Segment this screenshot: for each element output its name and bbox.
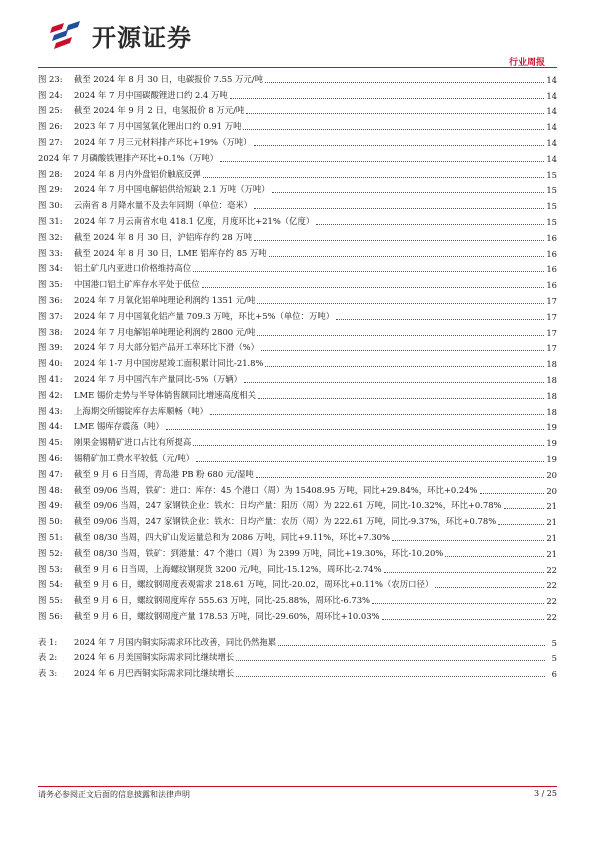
figure-entry[interactable] xyxy=(38,543,557,559)
figure-page-number: 15 xyxy=(546,185,557,196)
dot-leader xyxy=(272,192,545,193)
figure-entry[interactable] xyxy=(38,353,557,369)
figure-entry[interactable] xyxy=(38,227,557,243)
figure-page-number: 18 xyxy=(546,359,557,370)
figure-label: 图 50: xyxy=(38,516,63,527)
dot-leader xyxy=(265,366,544,367)
figure-title: 2024 年 7 月磷酸铁锂排产环比+0.1%（万吨） xyxy=(38,152,219,163)
figure-title: 上海期交所锡锭库存去库顺畅（吨） xyxy=(74,405,208,416)
table-entry[interactable] xyxy=(38,663,557,679)
figure-label: 图 52: xyxy=(38,547,63,558)
table-page-number: 6 xyxy=(551,669,557,680)
dot-leader xyxy=(230,98,545,99)
figure-page-number: 21 xyxy=(546,517,557,528)
figure-title: 2024 年 7 月中国汽车产量同比-5%（万辆） xyxy=(74,373,242,384)
figure-page-number: 16 xyxy=(546,264,557,275)
figure-page-number: 20 xyxy=(546,485,557,496)
figure-label: 图 28: xyxy=(38,168,63,179)
dot-leader xyxy=(254,240,544,241)
figure-entry[interactable] xyxy=(38,385,557,401)
brand-mark-icon xyxy=(50,21,86,51)
figure-page-number: 21 xyxy=(546,548,557,559)
figure-page-number: 16 xyxy=(546,280,557,291)
dot-leader xyxy=(372,603,544,604)
figure-label: 图 55: xyxy=(38,595,63,606)
figure-entry[interactable] xyxy=(38,448,557,464)
dot-leader xyxy=(382,619,545,620)
figure-title: 截至 9 月 6 日当周，青岛港 PB 粉 680 元/湿吨 xyxy=(74,468,254,479)
figure-entry[interactable] xyxy=(38,606,557,622)
dot-leader xyxy=(445,556,544,557)
footer-divider xyxy=(38,786,557,787)
figure-title: 2024 年 7 月电解铝单吨理论利润约 2800 元/吨 xyxy=(74,326,256,337)
figure-label: 图 30: xyxy=(38,200,63,211)
page-header xyxy=(0,0,595,66)
figure-entry[interactable] xyxy=(38,590,557,606)
figure-label: 图 54: xyxy=(38,579,63,590)
figure-label: 图 26: xyxy=(38,121,63,132)
figure-page-number: 20 xyxy=(546,469,557,480)
dot-leader xyxy=(261,350,544,351)
figure-title: 2024 年 7 月中国电解铝供给短缺 2.1 万吨（万吨） xyxy=(74,184,270,195)
figure-label: 图 36: xyxy=(38,294,63,305)
figure-entry[interactable] xyxy=(38,306,557,322)
brand-name: 开源证券 xyxy=(92,24,192,52)
figure-title: 截至 08/30 当周，铁矿：到港量：47 个港口（周）为 2399 万吨，同比+19.30%，环比-10.20% xyxy=(74,547,444,558)
figure-entry[interactable] xyxy=(38,101,557,117)
figure-entry[interactable] xyxy=(38,464,557,480)
figure-entry[interactable] xyxy=(38,559,557,575)
figure-title: 2024 年 7 月中国氧化铝产量 709.3 万吨，环比+5%（单位：万吨） xyxy=(74,310,335,321)
figure-title: 铝土矿几内亚进口价格维持高位 xyxy=(74,263,192,274)
table-entry[interactable] xyxy=(38,632,557,648)
dot-leader xyxy=(257,303,544,304)
figure-page-number: 22 xyxy=(546,580,557,591)
figure-page-number: 14 xyxy=(546,153,557,164)
figure-title: 截至 9 月 6 日，螺纹钢周度表观需求 218.61 万吨，同比-20.02，周环比+0.11%（农历口径） xyxy=(74,579,434,590)
figure-title: 截至 9 月 6 日当周，上海螺纹钢现货 3200 元/吨，同比-15.12%，周环比-2.74% xyxy=(74,563,382,574)
figure-entry[interactable] xyxy=(38,116,557,132)
dot-leader xyxy=(236,676,545,677)
figure-entry[interactable] xyxy=(38,338,557,354)
figure-entry[interactable] xyxy=(38,511,557,527)
figure-label: 图 48: xyxy=(38,484,63,495)
disclaimer-text: 请务必参阅正文后面的信息披露和法律声明 xyxy=(38,790,190,799)
dot-leader xyxy=(236,660,545,661)
dot-leader xyxy=(210,414,544,415)
figure-title: 2024 年 7 月大部分铝产品开工率环比下滑（%） xyxy=(74,342,259,353)
figure-label: 图 32: xyxy=(38,231,63,242)
figure-page-number: 22 xyxy=(546,564,557,575)
dot-leader xyxy=(254,208,544,209)
dot-leader xyxy=(278,645,545,646)
figure-label: 图 43: xyxy=(38,405,63,416)
figure-title: 2024 年 1-7 月中国房屋竣工面积累计同比-21.8% xyxy=(74,358,264,369)
header-divider xyxy=(38,67,557,68)
figure-label: 图 53: xyxy=(38,563,63,574)
table-label: 表 3: xyxy=(38,668,58,679)
figure-title: 2024 年 7 月三元材料排产环比+19%（万吨） xyxy=(74,136,252,147)
figure-entry[interactable] xyxy=(38,132,557,148)
dot-leader xyxy=(203,177,545,178)
dot-leader xyxy=(256,477,545,478)
figure-page-number: 16 xyxy=(546,248,557,259)
table-label: 表 1: xyxy=(38,636,58,647)
dot-leader xyxy=(202,287,545,288)
figure-entry[interactable] xyxy=(38,401,557,417)
figure-page-number: 14 xyxy=(546,90,557,101)
table-list xyxy=(38,632,557,679)
page-footer xyxy=(38,789,557,800)
figure-page-number: 19 xyxy=(546,453,557,464)
figure-table-index xyxy=(38,69,557,679)
figure-title: 截至 2024 年 8 月 30 日，电碳报价 7.55 万元/吨 xyxy=(74,73,263,84)
figure-title: 截至 08/30 当周，四大矿山发运量总和为 2086 万吨，同比+9.11%，环比+7.30% xyxy=(74,531,390,542)
figure-page-number: 21 xyxy=(546,532,557,543)
figure-label: 图 41: xyxy=(38,373,63,384)
dot-leader xyxy=(254,145,545,146)
figure-entry[interactable] xyxy=(38,69,557,85)
dot-leader xyxy=(498,524,544,525)
figure-entry[interactable] xyxy=(38,148,557,164)
dot-leader xyxy=(244,382,544,383)
figure-entry[interactable] xyxy=(38,575,557,591)
figure-entry[interactable] xyxy=(38,195,557,211)
list-spacer xyxy=(38,622,557,632)
figure-label: 图 33: xyxy=(38,247,63,258)
dot-leader xyxy=(257,335,544,336)
dot-leader xyxy=(392,540,544,541)
figure-label: 图 27: xyxy=(38,136,63,147)
dot-leader xyxy=(196,461,544,462)
figure-page-number: 17 xyxy=(546,343,557,354)
figure-page-number: 22 xyxy=(546,596,557,607)
figure-title: 刚果金锡精矿进口占比有所提高 xyxy=(74,437,192,448)
figure-entry[interactable] xyxy=(38,243,557,259)
figure-page-number: 14 xyxy=(546,137,557,148)
figure-label: 图 44: xyxy=(38,421,63,432)
figure-page-number: 17 xyxy=(546,311,557,322)
dot-leader xyxy=(166,429,544,430)
dot-leader xyxy=(504,508,545,509)
dot-leader xyxy=(193,271,544,272)
figure-title: LME 锡库存震荡（吨） xyxy=(74,421,164,432)
figure-label: 图 29: xyxy=(38,184,63,195)
figure-label: 图 37: xyxy=(38,310,63,321)
figure-label: 图 39: xyxy=(38,342,63,353)
figure-title: 截至 09/06 当周，247 家钢铁企业：铁水：日均产量：阳历（周）为 222.61 万吨，同比-10.32%，环比+0.78% xyxy=(74,500,502,511)
figure-title: 中国港口铝土矿库存水平处于低位 xyxy=(74,279,200,290)
figure-entry[interactable] xyxy=(38,211,557,227)
figure-label: 图 35: xyxy=(38,279,63,290)
figure-label: 图 47: xyxy=(38,468,63,479)
figure-label: 图 56: xyxy=(38,610,63,621)
figure-entry[interactable] xyxy=(38,290,557,306)
figure-title: 截至 9 月 6 日，螺纹钢周度产量 178.53 万吨，同比-29.60%，周环比+10.03% xyxy=(74,610,380,621)
figure-label: 图 24: xyxy=(38,89,63,100)
figure-list xyxy=(38,69,557,622)
figure-title: LME 锡价走势与半导体销售额同比增速高度相关 xyxy=(74,389,257,400)
figure-entry[interactable] xyxy=(38,322,557,338)
figure-entry[interactable] xyxy=(38,417,557,433)
dot-leader xyxy=(480,493,545,494)
figure-label: 图 40: xyxy=(38,358,63,369)
dot-leader xyxy=(336,319,544,320)
figure-label: 图 31: xyxy=(38,215,63,226)
dot-leader xyxy=(384,572,545,573)
dot-leader xyxy=(316,224,544,225)
figure-label: 图 34: xyxy=(38,263,63,274)
figure-page-number: 17 xyxy=(546,295,557,306)
table-label: 表 2: xyxy=(38,652,58,663)
figure-title: 2024 年 7 月氧化铝单吨理论利润约 1351 元/吨 xyxy=(74,294,256,305)
dot-leader xyxy=(193,445,544,446)
figure-page-number: 22 xyxy=(546,611,557,622)
figure-label: 图 23: xyxy=(38,73,63,84)
figure-entry[interactable] xyxy=(38,180,557,196)
figure-page-number: 15 xyxy=(546,216,557,227)
figure-page-number: 14 xyxy=(546,122,557,133)
figure-page-number: 14 xyxy=(546,74,557,85)
figure-label: 图 51: xyxy=(38,531,63,542)
figure-label: 图 49: xyxy=(38,500,63,511)
figure-entry[interactable] xyxy=(38,85,557,101)
table-entry[interactable] xyxy=(38,648,557,664)
figure-title: 截至 2024 年 9 月 2 日，电氢报价 8 万元/吨 xyxy=(74,105,245,116)
dot-leader xyxy=(265,82,544,83)
figure-page-number: 15 xyxy=(546,169,557,180)
table-page-number: 5 xyxy=(551,653,557,664)
figure-title: 云南省 8 月降水量不及去年同期（单位：毫米） xyxy=(74,200,253,211)
figure-page-number: 18 xyxy=(546,390,557,401)
figure-page-number: 18 xyxy=(546,406,557,417)
figure-page-number: 15 xyxy=(546,201,557,212)
table-title: 2024 年 6 月巴西铜实际需求同比继续增长 xyxy=(74,668,235,679)
table-page-number: 5 xyxy=(551,637,557,648)
dot-leader xyxy=(269,256,545,257)
figure-label: 图 38: xyxy=(38,326,63,337)
figure-title: 截至 2024 年 8 月 30 日，沪铝库存约 28 万吨 xyxy=(74,231,253,242)
table-title: 2024 年 7 月国内铜实际需求环比改善，同比仍然拖累 xyxy=(74,636,277,647)
figure-title: 2024 年 7 月云南省水电 418.1 亿度，月度环比+21%（亿度） xyxy=(74,215,315,226)
figure-entry[interactable] xyxy=(38,496,557,512)
figure-page-number: 21 xyxy=(546,501,557,512)
brand-logo xyxy=(50,18,192,53)
figure-entry[interactable] xyxy=(38,369,557,385)
dot-leader xyxy=(246,113,544,114)
figure-entry[interactable] xyxy=(38,480,557,496)
figure-title: 2023 年 7 月中国氢氧化锂出口约 0.91 万吨 xyxy=(74,121,242,132)
figure-page-number: 16 xyxy=(546,232,557,243)
figure-page-number: 19 xyxy=(546,438,557,449)
dot-leader xyxy=(243,129,544,130)
figure-entry[interactable] xyxy=(38,432,557,448)
figure-label: 图 42: xyxy=(38,389,63,400)
figure-label: 图 45: xyxy=(38,437,63,448)
dot-leader xyxy=(258,398,544,399)
table-title: 2024 年 6 月美国铜实际需求同比继续增长 xyxy=(74,652,235,663)
figure-entry[interactable] xyxy=(38,259,557,275)
figure-title: 截至 09/06 当周，247 家钢铁企业：铁水：日均产量：农历（周）为 222.61 万吨，同比-9.37%，环比+0.78% xyxy=(74,516,497,527)
figure-page-number: 19 xyxy=(546,422,557,433)
figure-title: 截至 2024 年 8 月 30 日，LME 铝库存约 85 万吨 xyxy=(74,247,267,258)
figure-label: 图 46: xyxy=(38,452,63,463)
figure-title: 锡精矿加工费水平较低（元/吨） xyxy=(74,452,195,463)
figure-label: 图 25: xyxy=(38,105,63,116)
figure-title: 2024 年 8 月内外盘铝价触底反弹 xyxy=(74,168,201,179)
figure-page-number: 17 xyxy=(546,327,557,338)
page-number: 3 / 25 xyxy=(533,789,557,798)
figure-page-number: 18 xyxy=(546,374,557,385)
figure-entry[interactable] xyxy=(38,527,557,543)
figure-entry[interactable] xyxy=(38,274,557,290)
figure-title: 2024 年 7 月中国碳酸锂进口约 2.4 万吨 xyxy=(74,89,228,100)
report-type-tag: 行业周报 xyxy=(508,58,545,68)
figure-title: 截至 09/06 当周，铁矿：进口：库存：45 个港口（周）为 15408.95 万吨，同比+29.84%，环比+0.24% xyxy=(74,484,478,495)
figure-entry[interactable] xyxy=(38,164,557,180)
figure-title: 截至 9 月 6 日，螺纹钢周度库存 555.63 万吨，同比-25.88%，周环比-6.73% xyxy=(74,595,371,606)
dot-leader xyxy=(220,161,544,162)
dot-leader xyxy=(435,587,544,588)
figure-page-number: 14 xyxy=(546,106,557,117)
